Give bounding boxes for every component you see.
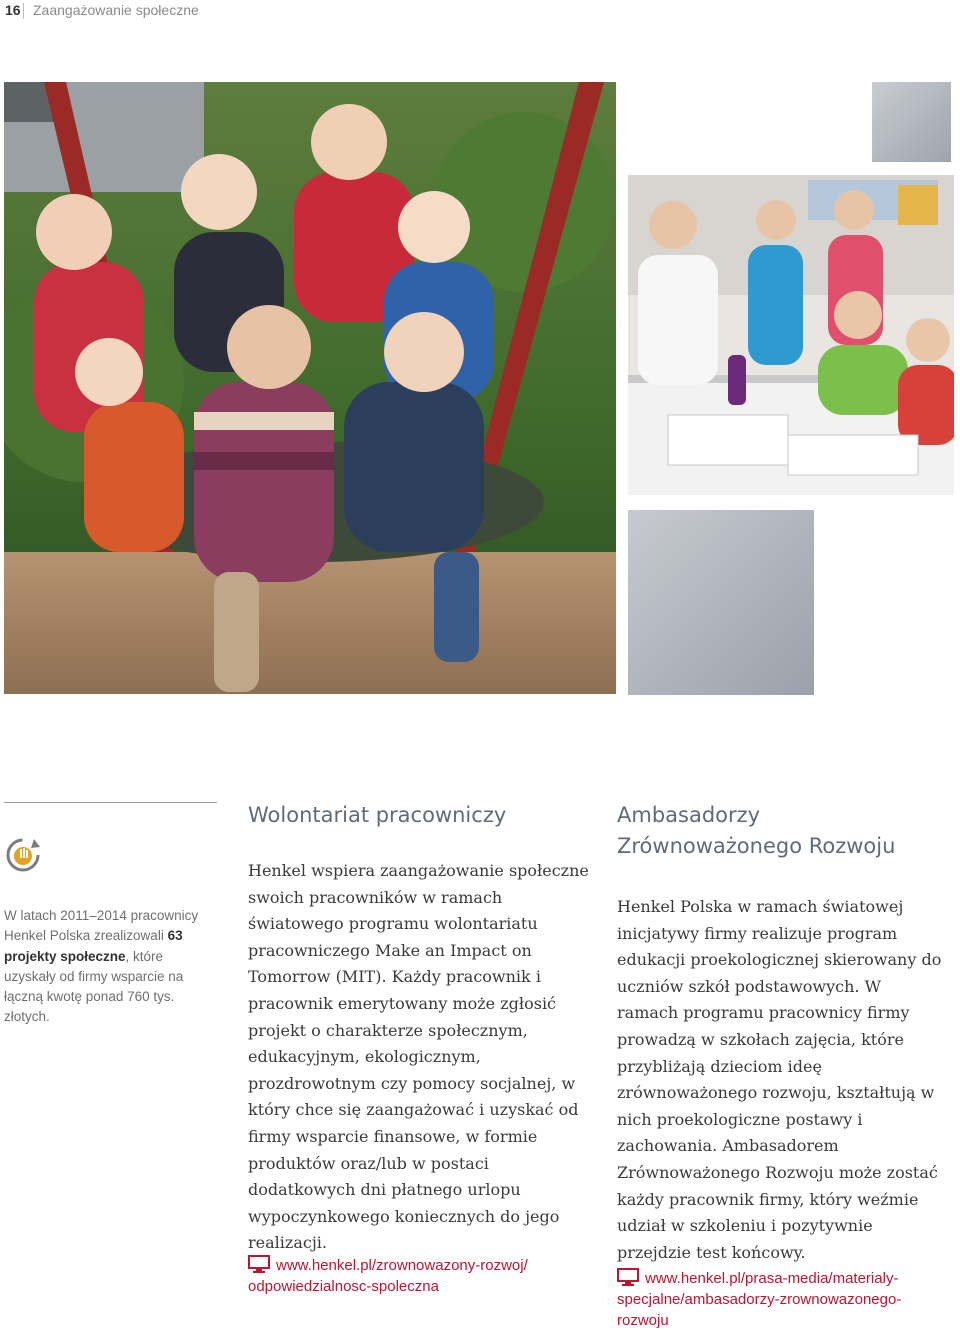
ambassadors-heading: Ambasadorzy Zrównoważonego Rozwoju [617, 803, 896, 858]
volunteering-heading: Wolontariat pracowniczy [248, 803, 507, 827]
decorative-square [872, 82, 951, 162]
monitor-icon [617, 1268, 639, 1286]
ambassadors-body: Henkel Polska w ramach światowej inicjatywy firmy realizuje program edukacji proekologicznej skierowany do uczniów szkół podstawowych. W ramach programu pracownicy firmy prowadzą w szkołach zajęcia, które przybliżają dzieciom ideę zrównoważonego rozwoju, kształtują w nich proekologiczne postawy i zachowania. Ambasadorem Zrównoważonego Rozwoju może zostać każdy pracownik firmy, który weźmie udział w szkoleniu i pozytywnie przejdzie test końcowy. [617, 897, 942, 1262]
ambassadors-link[interactable] [617, 1268, 952, 1331]
volunteering-link[interactable] [248, 1255, 598, 1297]
sidebar-fact [4, 906, 218, 1028]
volunteering-link-text[interactable]: www.henkel.pl/zrownowazony-rozwoj/ odpowiedzialnosc-spoleczna [248, 1257, 528, 1295]
sidebar-text-end: , które uzyskały od firmy wsparcie na łączną kwotę ponad 760 tys. złotych. [4, 948, 184, 1025]
classroom-photo [628, 175, 954, 495]
cycle-hand-icon [4, 836, 42, 874]
volunteering-body: Henkel wspiera zaangażowanie społeczne swoich pracowników w ramach światowego programu wolontariatu pracowniczego Make an Impact on Tomorrow (MIT). Każdy pracownik i pracownik emerytowany może zgłosić projekt o charakterze społecznym, edukacyjnym, ekologicznym, prozdrowotnym czy pomocy socjalnej, w który chce się zaangażować i uzyskać od firmy wsparcie finansowe, w formie produktów oraz/lub w postaci dodatkowych dni płatnego urlopu wypoczynkowego koniecznych do jego realizacji. [248, 861, 589, 1253]
sidebar-highlight: 63 projekty społeczne [4, 928, 183, 964]
monitor-icon [248, 1255, 270, 1273]
sidebar-text-start: W latach 2011–2014 pracownicy Henkel Polska zrealizowali [4, 908, 199, 944]
children-swing-photo [4, 82, 616, 694]
section-title: Zaangażowanie społeczne [33, 2, 199, 18]
page-number: 16 [5, 2, 21, 18]
sidebar-rule [4, 802, 217, 803]
ambassadors-link-text[interactable]: www.henkel.pl/prasa-media/materialy-specjalne/ambasadorzy-zrownowazonego-rozwoju [617, 1270, 902, 1329]
page-header [0, 0, 960, 24]
decorative-square [628, 510, 814, 695]
header-divider [23, 3, 24, 19]
